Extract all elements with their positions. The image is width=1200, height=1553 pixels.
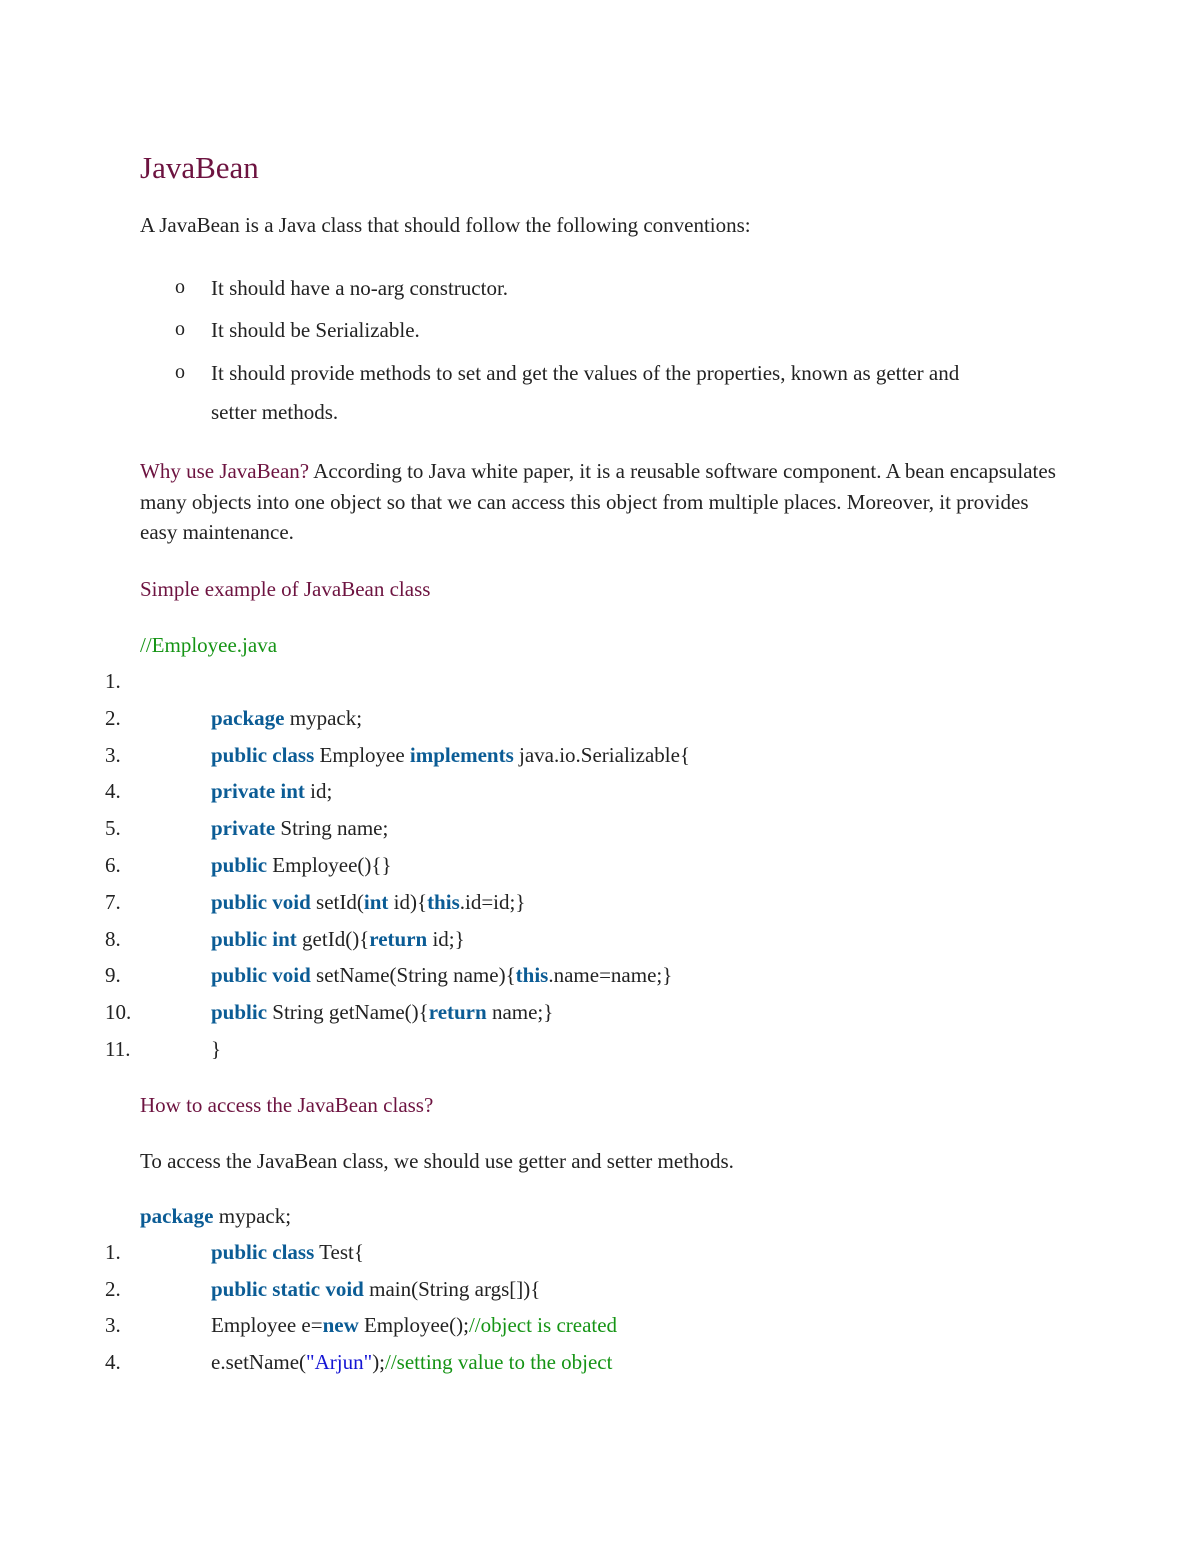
code-text: Employee(){}: [267, 853, 392, 877]
access-heading: How to access the JavaBean class?: [140, 1093, 434, 1117]
code-line: [211, 853, 392, 878]
code-text: java.io.Serializable{: [513, 742, 691, 767]
code-text: .name=name;}: [548, 963, 673, 988]
line-number: 5.: [105, 816, 121, 841]
code-comment: //setting value to the object: [385, 1350, 613, 1375]
page-title: JavaBean: [140, 150, 259, 185]
line-number: 8.: [105, 926, 121, 951]
code-line: [211, 1240, 364, 1265]
code-text: }: [211, 1037, 222, 1061]
why-paragraph: [140, 456, 1070, 548]
code-text: Test{: [314, 1240, 364, 1264]
code-keyword: private: [211, 816, 276, 841]
code-text: );: [372, 1350, 386, 1375]
code-text: setName(String name){: [310, 963, 516, 988]
code-keyword: package: [211, 705, 285, 730]
code-text: Employee: [314, 742, 410, 767]
code-line: [211, 1350, 612, 1375]
code-keyword: this: [515, 963, 549, 988]
code-text: id;: [304, 779, 333, 804]
code-keyword: this: [427, 889, 460, 914]
line-number: 2.: [105, 705, 121, 730]
code-text: Employee();: [358, 1313, 469, 1338]
line-number: 10.: [105, 1000, 132, 1025]
code-keyword: public void: [211, 963, 311, 988]
code-text: name;}: [486, 1000, 554, 1025]
intro-text: A JavaBean is a Java class that should follow the following conventions:: [140, 213, 751, 237]
file-comment: //Employee.java: [140, 633, 278, 657]
bullet-item: It should provide methods to set and get the values of the properties, known as getter and: [211, 361, 960, 385]
code-text: setId(: [310, 889, 364, 914]
line-number: 4.: [105, 1350, 121, 1375]
code-keyword: return: [428, 1000, 487, 1025]
code-keyword: public void: [211, 889, 311, 914]
line-number: 3.: [105, 742, 121, 767]
code-text: String name;: [275, 816, 389, 841]
bullet-item-continuation: setter methods.: [211, 400, 339, 424]
code-keyword: public: [211, 853, 268, 877]
code-keyword: return: [369, 926, 428, 951]
line-number: 4.: [105, 779, 121, 804]
code-line: [211, 890, 525, 915]
line-number: 6.: [105, 853, 121, 877]
access-package-line: [140, 1204, 291, 1229]
code-line: [211, 1037, 221, 1062]
bullet-item: It should be Serializable.: [211, 318, 420, 342]
code-text: mypack;: [213, 1204, 292, 1228]
code-keyword: public class: [211, 1240, 315, 1264]
code-keyword: public static void: [211, 1276, 364, 1301]
code-text: .id=id;}: [459, 889, 526, 914]
line-number: 11.: [105, 1037, 131, 1061]
code-line: [211, 1000, 553, 1025]
bullet-marker: o: [175, 361, 185, 383]
code-text: mypack;: [284, 705, 363, 730]
code-line: [211, 927, 465, 952]
code-keyword: int: [363, 889, 389, 914]
code-keyword: public: [211, 1000, 268, 1025]
code-keyword: public int: [211, 926, 297, 951]
code-line: [211, 706, 362, 731]
code-line: [211, 1277, 540, 1302]
code-text: Employee e=: [211, 1313, 323, 1338]
bullet-marker: o: [175, 276, 185, 298]
code-keyword: public class: [211, 742, 315, 767]
code-text: id;}: [427, 926, 465, 951]
line-number: 9.: [105, 963, 121, 988]
code-string: "Arjun": [306, 1350, 373, 1375]
code-keyword: new: [322, 1313, 359, 1338]
line-number: 3.: [105, 1313, 121, 1338]
code-text: String getName(){: [267, 1000, 429, 1025]
code-line: [211, 963, 672, 988]
access-text: To access the JavaBean class, we should use getter and setter methods.: [140, 1149, 734, 1173]
code-comment: //object is created: [468, 1313, 618, 1338]
code-text: getId(){: [296, 926, 370, 951]
bullet-marker: o: [175, 318, 185, 340]
line-number: 7.: [105, 889, 121, 914]
code-text: id){: [388, 889, 428, 914]
code-line: [211, 816, 388, 841]
line-number: 2.: [105, 1276, 121, 1301]
code-line: [211, 743, 690, 768]
bullet-item: It should have a no-arg constructor.: [211, 276, 509, 300]
code-keyword: package: [140, 1204, 214, 1228]
code-keyword: private int: [211, 779, 305, 804]
line-number: 1.: [105, 669, 121, 693]
code-keyword: implements: [409, 742, 514, 767]
why-lead: Why use JavaBean?: [140, 459, 310, 483]
code-line: [211, 1313, 617, 1338]
code-line: [211, 779, 332, 804]
line-number: 1.: [105, 1240, 121, 1264]
code-text: main(String args[]){: [363, 1276, 541, 1301]
example-heading: Simple example of JavaBean class: [140, 577, 431, 601]
why-text: According to Java white paper, it is a reusable software component. A bean encapsulates many objects into one object so that we can access this object from multiple places. Moreover, it provides easy maintenance.: [140, 459, 1056, 544]
code-text: e.setName(: [211, 1350, 307, 1375]
